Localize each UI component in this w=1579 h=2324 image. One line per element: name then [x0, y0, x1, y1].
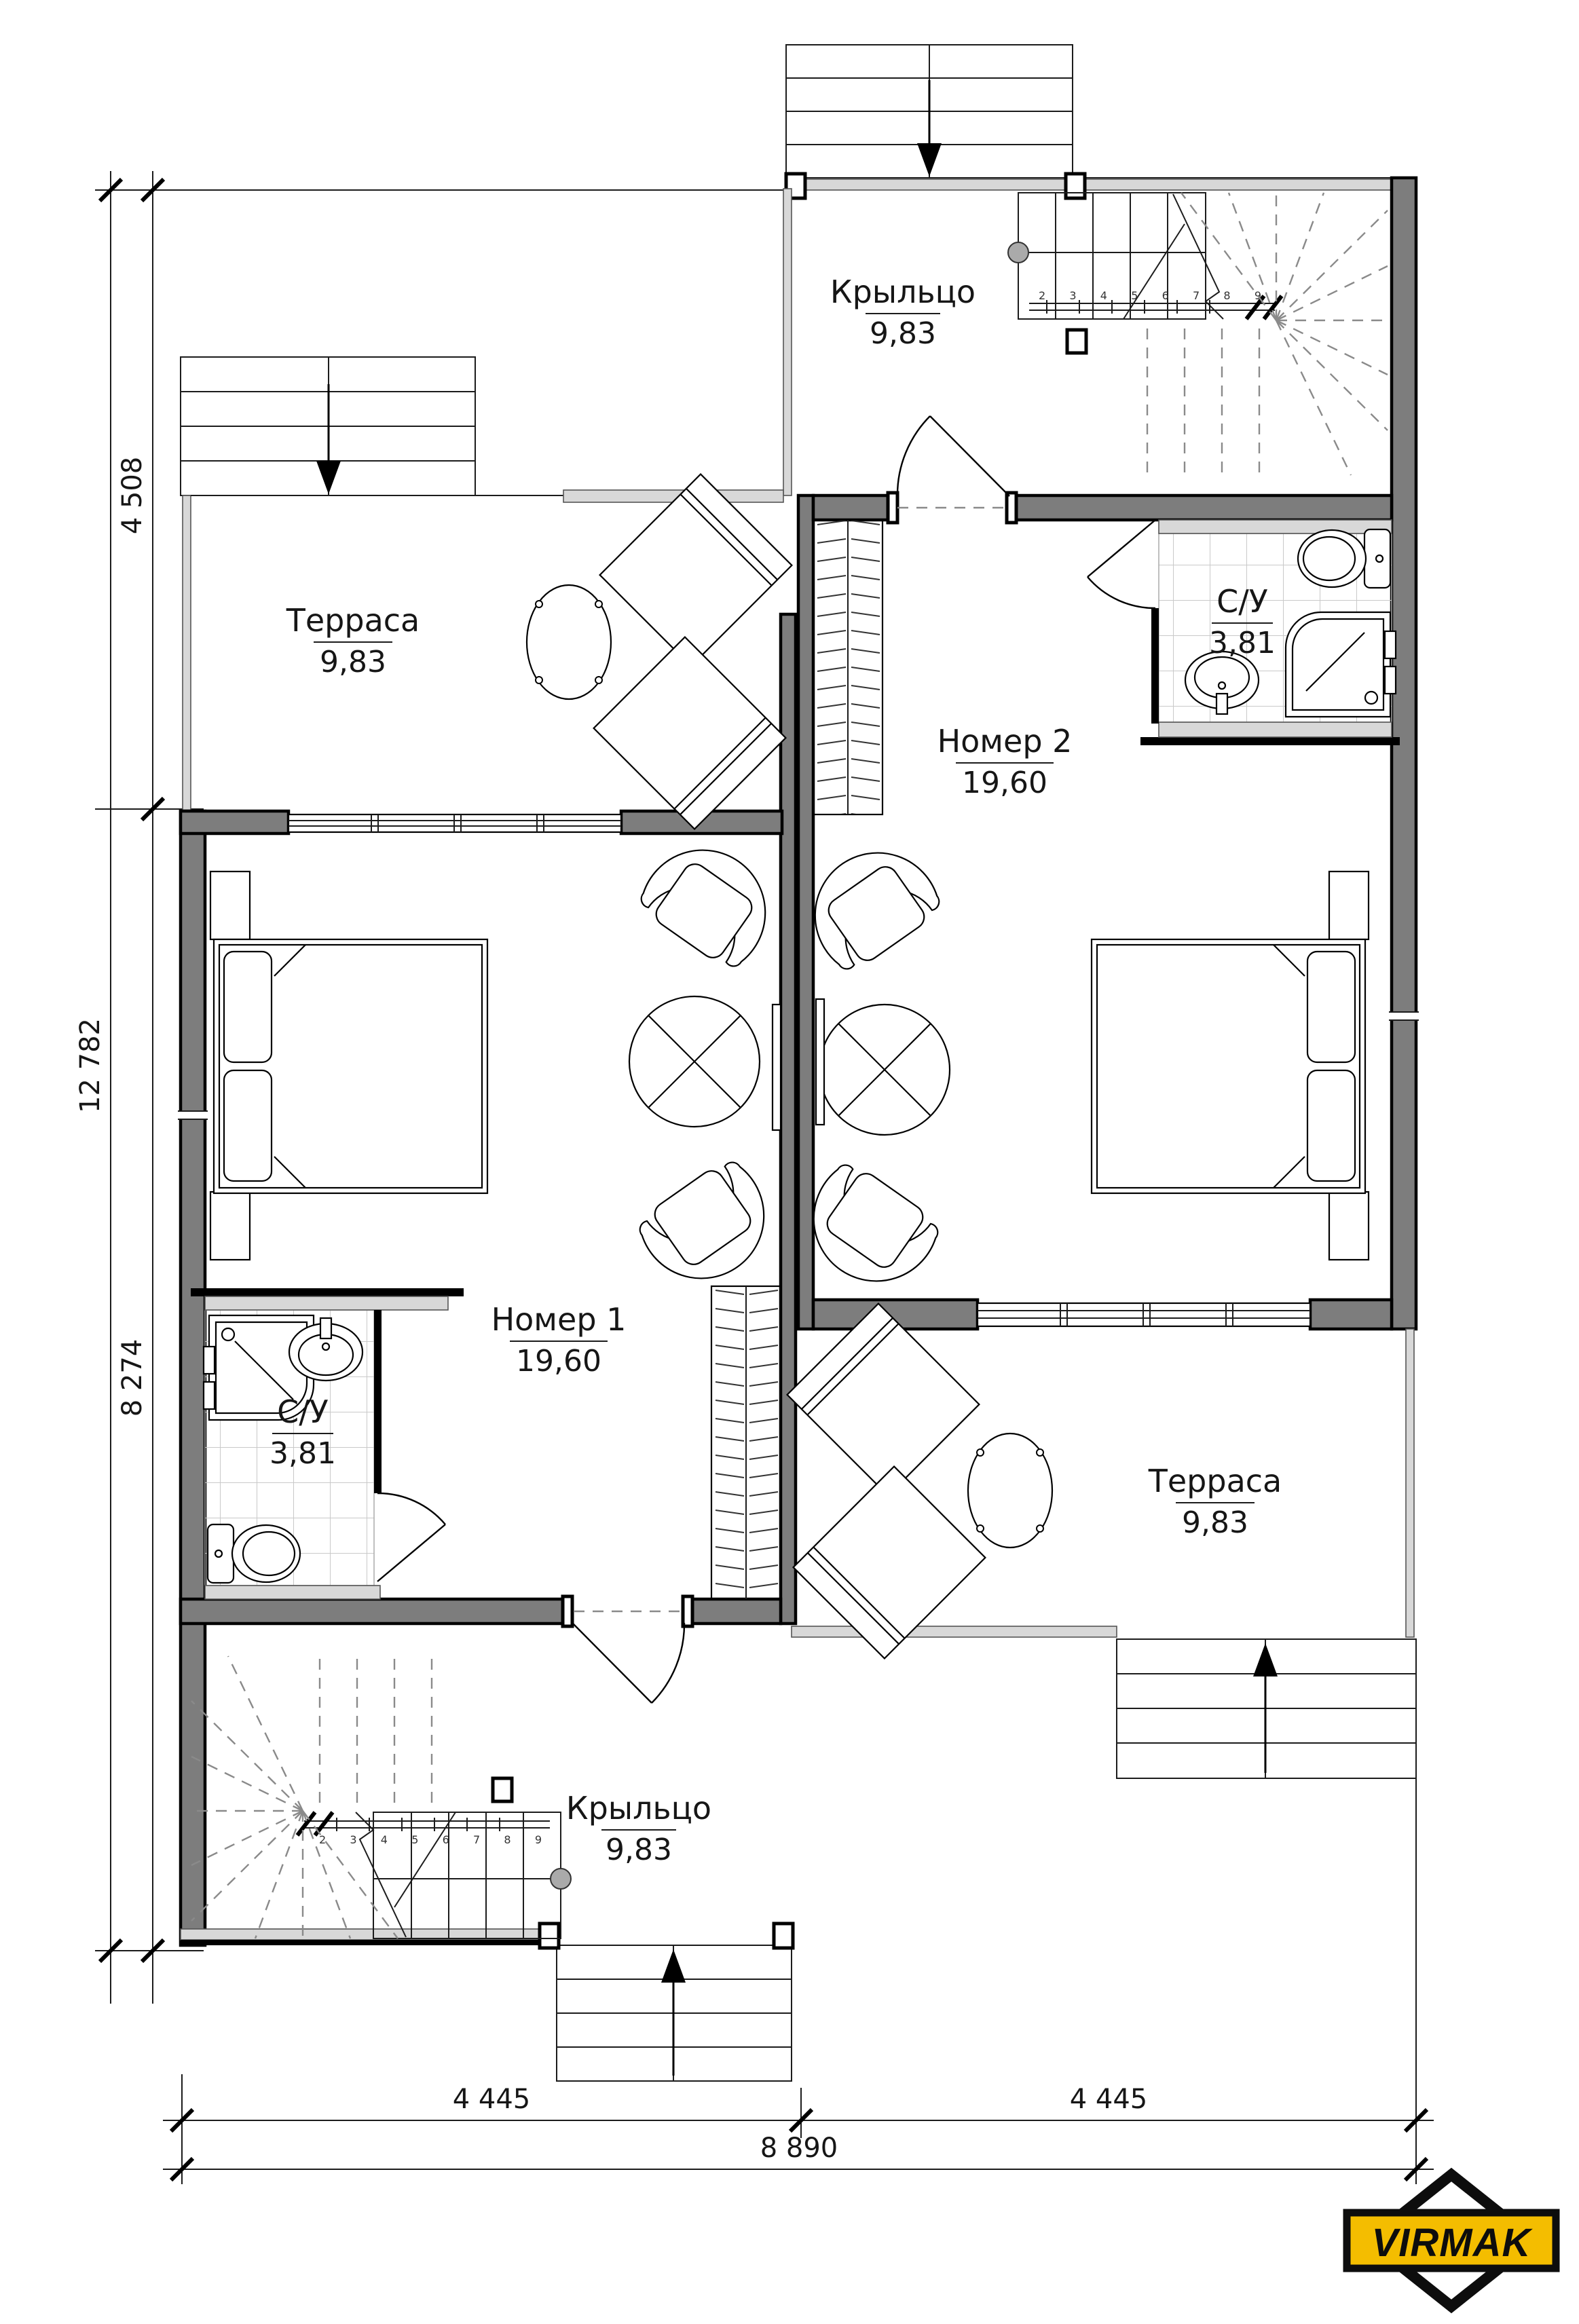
svg-text:Номер 1: Номер 1 — [491, 1301, 627, 1338]
shower-right — [1286, 612, 1396, 717]
svg-text:9,83: 9,83 — [870, 316, 936, 351]
seating-room1 — [629, 825, 790, 1302]
bed-room2 — [1092, 872, 1369, 1260]
svg-text:Крыльцо: Крыльцо — [565, 1790, 712, 1826]
svg-text:3,81: 3,81 — [270, 1436, 336, 1471]
window-room1 — [289, 814, 621, 832]
tv-panel-room1 — [773, 1005, 781, 1130]
terrace-furniture-bottom — [787, 1304, 1052, 1659]
door-bathroom-left — [377, 1493, 445, 1581]
terrace-furniture-top — [527, 474, 792, 829]
entry-stairs-top — [786, 45, 1073, 178]
dim-bottom-total: 8 890 — [760, 2133, 838, 2164]
label-porch-top — [830, 274, 976, 351]
bed-room1 — [210, 872, 487, 1260]
toilet-right — [1298, 529, 1390, 588]
wardrobe-room1 — [711, 1286, 781, 1599]
arrow-down-icon — [917, 143, 942, 176]
svg-text:Терраса: Терраса — [1148, 1463, 1282, 1499]
svg-text:3,81: 3,81 — [1209, 626, 1276, 660]
dim-left-bottom: 8 274 — [117, 1338, 148, 1417]
stair-post — [1008, 242, 1028, 263]
logo-text: VIRMAK — [1371, 2221, 1531, 2265]
label-terrace-bottom — [1148, 1463, 1282, 1540]
svg-text:Номер 2: Номер 2 — [937, 723, 1073, 760]
door-bathroom-right — [1088, 520, 1155, 608]
door-room2-entry — [897, 416, 1009, 508]
svg-text:С/У: С/У — [277, 1393, 329, 1430]
window-room2 — [978, 1303, 1310, 1326]
svg-text:19,60: 19,60 — [962, 766, 1047, 800]
arrow-up-icon — [661, 1949, 686, 1983]
svg-text:Крыльцо: Крыльцо — [830, 274, 976, 310]
dim-bottom-right: 4 445 — [1069, 2084, 1148, 2115]
terrace-stairs-top-left — [181, 357, 475, 495]
winder-dashed-fan-bottom — [191, 1656, 432, 1938]
svg-text:9,83: 9,83 — [1182, 1505, 1248, 1540]
winder-stairs-bottom — [191, 1656, 571, 1938]
door-room1-entry — [572, 1611, 684, 1703]
svg-text:С/У: С/У — [1216, 583, 1268, 620]
entry-stairs-bottom — [557, 1945, 792, 2081]
dim-left-top: 4 508 — [117, 456, 148, 535]
wardrobe-room2 — [813, 520, 883, 814]
terrace-stairs-bottom-right — [1117, 1639, 1416, 1778]
tv-panel-room2 — [816, 999, 824, 1125]
dim-left-total: 12 782 — [75, 1018, 106, 1113]
stair-numbers-top: 2 3 4 5 6 7 8 9 — [1039, 289, 1263, 302]
svg-text:19,60: 19,60 — [516, 1344, 601, 1379]
svg-text:9,83: 9,83 — [606, 1833, 672, 1867]
svg-text:9,83: 9,83 — [320, 645, 386, 679]
virmak-logo — [1347, 2175, 1556, 2306]
label-terrace-top — [286, 602, 420, 679]
stair-post — [551, 1869, 571, 1889]
winder-stairs-top — [1008, 193, 1388, 475]
winder-dashed-fan-top — [1147, 193, 1388, 475]
arrow-down-icon — [316, 461, 341, 494]
arrow-up-icon — [1253, 1643, 1278, 1676]
svg-text:Терраса: Терраса — [286, 602, 420, 639]
toilet-left — [208, 1524, 300, 1583]
stair-numbers-bottom: 2 3 4 5 6 7 8 9 — [319, 1833, 543, 1846]
dim-bottom-left: 4 445 — [452, 2084, 531, 2115]
label-room1 — [491, 1301, 627, 1379]
label-porch-bottom — [566, 1790, 711, 1867]
label-room2 — [937, 723, 1073, 800]
